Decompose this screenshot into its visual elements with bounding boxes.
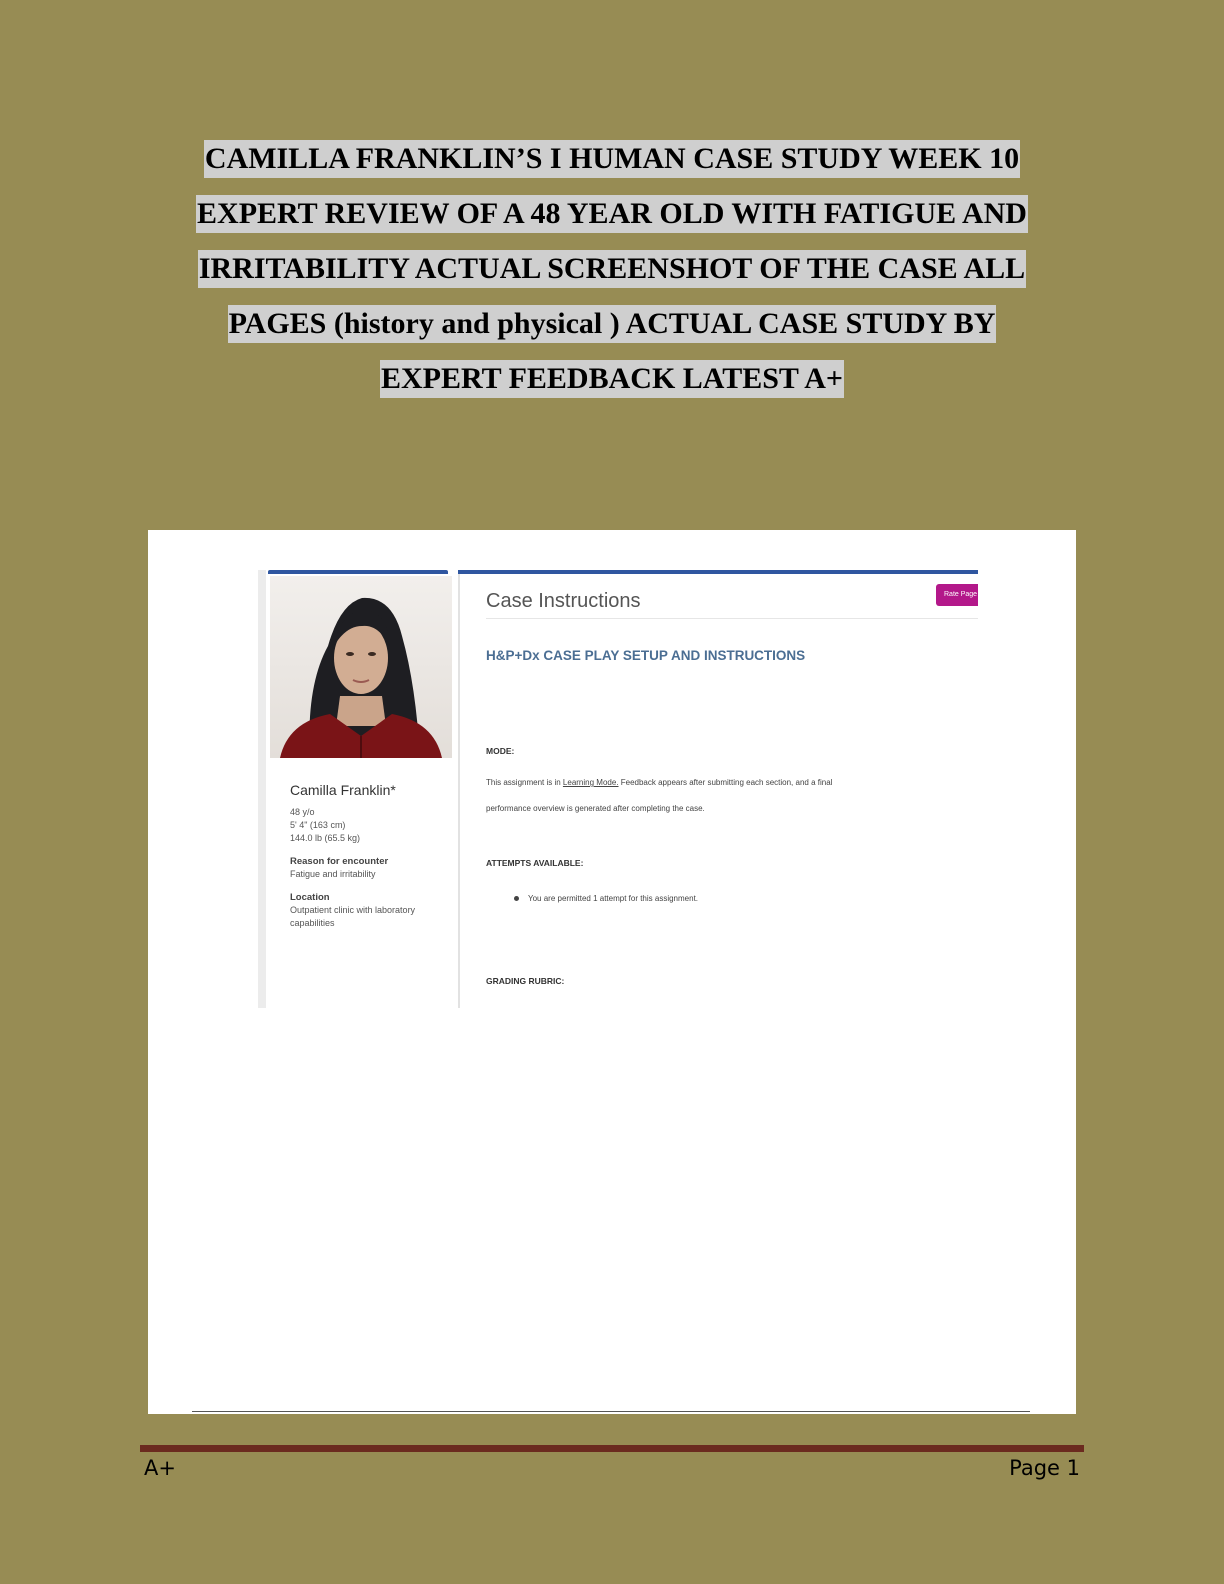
- attempts-label: ATTEMPTS AVAILABLE:: [486, 858, 584, 868]
- rate-page-button[interactable]: Rate Page: [936, 584, 978, 606]
- footer-bar: [140, 1445, 1084, 1452]
- title-line-4: PAGES (history and physical ) ACTUAL CASE STUDY BY: [228, 305, 997, 343]
- learning-mode-link[interactable]: Learning Mode.: [562, 778, 619, 787]
- patient-age: 48 y/o: [290, 807, 315, 817]
- patient-sidebar: [258, 570, 460, 1008]
- title-line-5: EXPERT FEEDBACK LATEST A+: [380, 360, 844, 398]
- sidebar-accent-bar: [268, 570, 448, 574]
- attempts-text: You are permitted 1 attempt for this assignment.: [528, 894, 699, 903]
- case-screenshot: [258, 570, 978, 1008]
- patient-weight: 144.0 lb (65.5 kg): [290, 833, 361, 843]
- mode-text: [486, 778, 832, 787]
- mode-label: MODE:: [486, 746, 515, 756]
- page-number: Page 1: [1009, 1456, 1080, 1480]
- page-bottom-rule: [192, 1411, 1030, 1412]
- bullet-icon: [514, 896, 519, 901]
- page-title: Case Instructions: [486, 590, 641, 612]
- footer-left-text: A+: [144, 1456, 176, 1480]
- location-label: Location: [290, 892, 330, 903]
- title-line-2: EXPERT REVIEW OF A 48 YEAR OLD WITH FATIGUE AND: [196, 195, 1028, 233]
- reason-value: Fatigue and irritability: [290, 869, 376, 879]
- patient-portrait-icon: [270, 576, 452, 758]
- document-title: [150, 140, 1074, 415]
- title-line-3: IRRITABILITY ACTUAL SCREENSHOT OF THE CASE ALL: [198, 250, 1026, 288]
- patient-avatar: [270, 576, 452, 758]
- mode-text-line2: performance overview is generated after completing the case.: [486, 804, 705, 813]
- mode-text-pre: This assignment is in: [486, 778, 563, 787]
- patient-info: [290, 782, 450, 930]
- location-value: Outpatient clinic with laboratory capabilities: [290, 905, 416, 928]
- patient-height: 5' 4" (163 cm): [290, 820, 346, 830]
- title-divider: [486, 618, 978, 619]
- mode-text-post: Feedback appears after submitting each section, and a final: [618, 778, 833, 787]
- reason-label: Reason for encounter: [290, 856, 389, 867]
- sidebar-edge: [258, 570, 266, 1008]
- main-accent-bar: [458, 570, 978, 574]
- setup-heading: H&P+Dx CASE PLAY SETUP AND INSTRUCTIONS: [486, 648, 806, 663]
- instructions-panel: [458, 570, 978, 1008]
- embedded-screenshot-page: [148, 530, 1076, 1414]
- patient-name: Camilla Franklin*: [290, 782, 396, 798]
- title-line-1: CAMILLA FRANKLIN’S I HUMAN CASE STUDY WEEK 10: [204, 140, 1020, 178]
- grading-label: GRADING RUBRIC:: [486, 976, 565, 986]
